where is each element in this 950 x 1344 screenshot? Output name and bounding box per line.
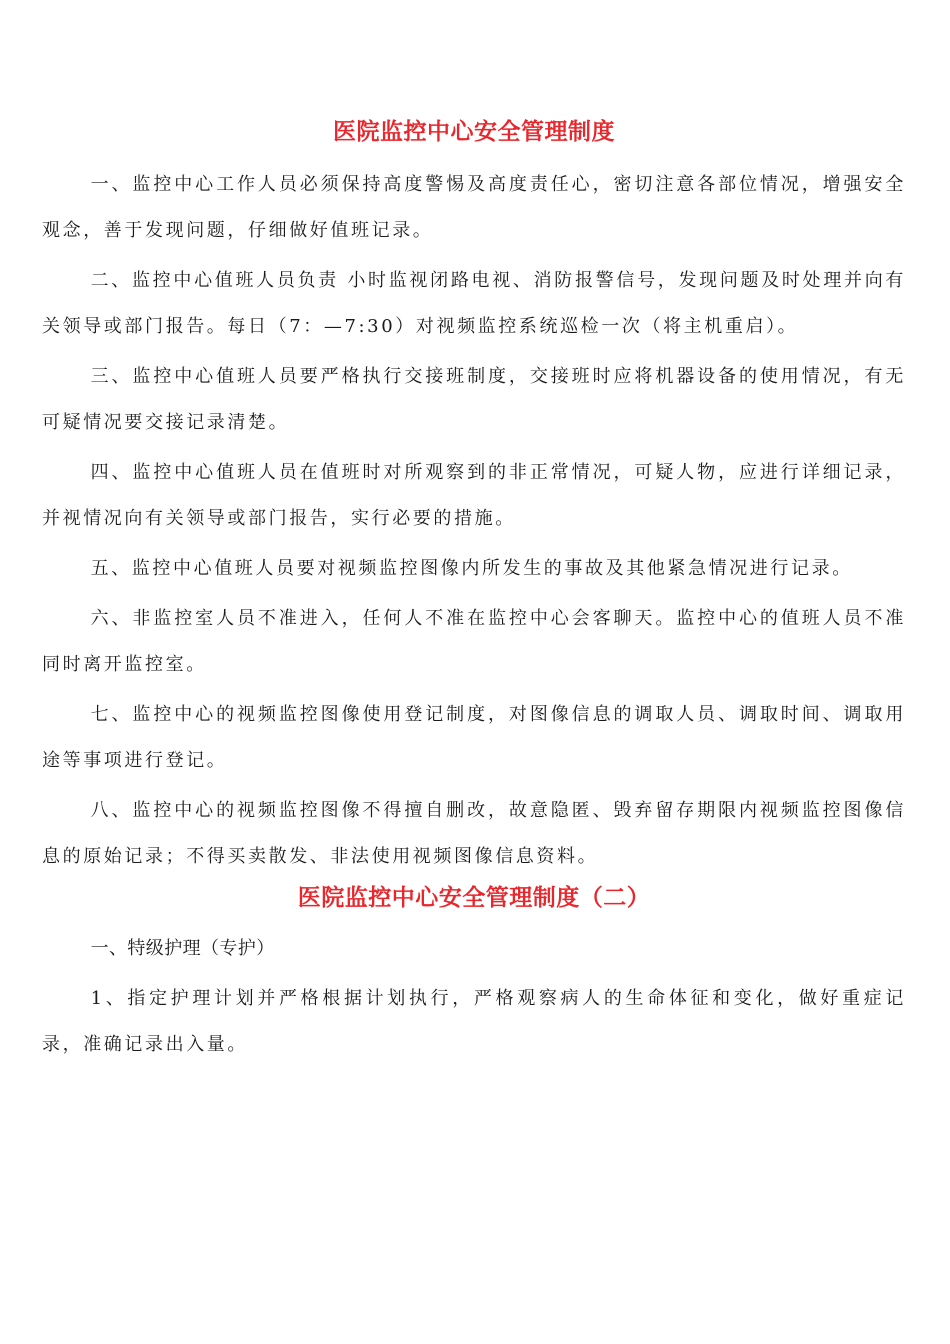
- clause-7: 七、监控中心的视频监控图像使用登记制度，对图像信息的调取人员、调取时间、调取用途等事项进行登记。: [42, 704, 906, 771]
- clause-6: 六、非监控室人员不准进入，任何人不准在监控中心会客聊天。监控中心的值班人员不准同时离开监控室。: [42, 608, 906, 675]
- clause-4: 四、监控中心值班人员在值班时对所观察到的非正常情况，可疑人物，应进行详细记录，并视情况向有关领导或部门报告，实行必要的措施。: [42, 462, 906, 529]
- clause-2: 二、监控中心值班人员负责 小时监视闭路电视、消防报警信号，发现问题及时处理并向有关领导或部门报告。每日（7：—7:30）对视频监控系统巡检一次（将主机重启）。: [42, 270, 906, 337]
- section-heading: 一、特级护理（专护）: [90, 938, 275, 959]
- document-title-2: 医院监控中心安全管理制度（二）: [297, 884, 651, 911]
- clause-8: 八、监控中心的视频监控图像不得擅自删改，故意隐匿、毁弃留存期限内视频监控图像信息的原始记录；不得买卖散发、非法使用视频图像信息资料。: [42, 800, 906, 867]
- clause-3: 三、监控中心值班人员要严格执行交接班制度，交接班时应将机器设备的使用情况，有无可疑情况要交接记录清楚。: [42, 366, 906, 433]
- clause-5: 五、监控中心值班人员要对视频监控图像内所发生的事故及其他紧急情况进行记录。: [90, 558, 853, 579]
- clause-1: 一、监控中心工作人员必须保持高度警惕及高度责任心，密切注意各部位情况，增强安全观念，善于发现问题，仔细做好值班记录。: [42, 174, 906, 241]
- document-page: [42, 112, 906, 1072]
- section-clause-1: 1、指定护理计划并严格根据计划执行，严格观察病人的生命体征和变化，做好重症记录，准确记录出入量。: [42, 988, 906, 1055]
- document-title: 医院监控中心安全管理制度: [333, 118, 615, 145]
